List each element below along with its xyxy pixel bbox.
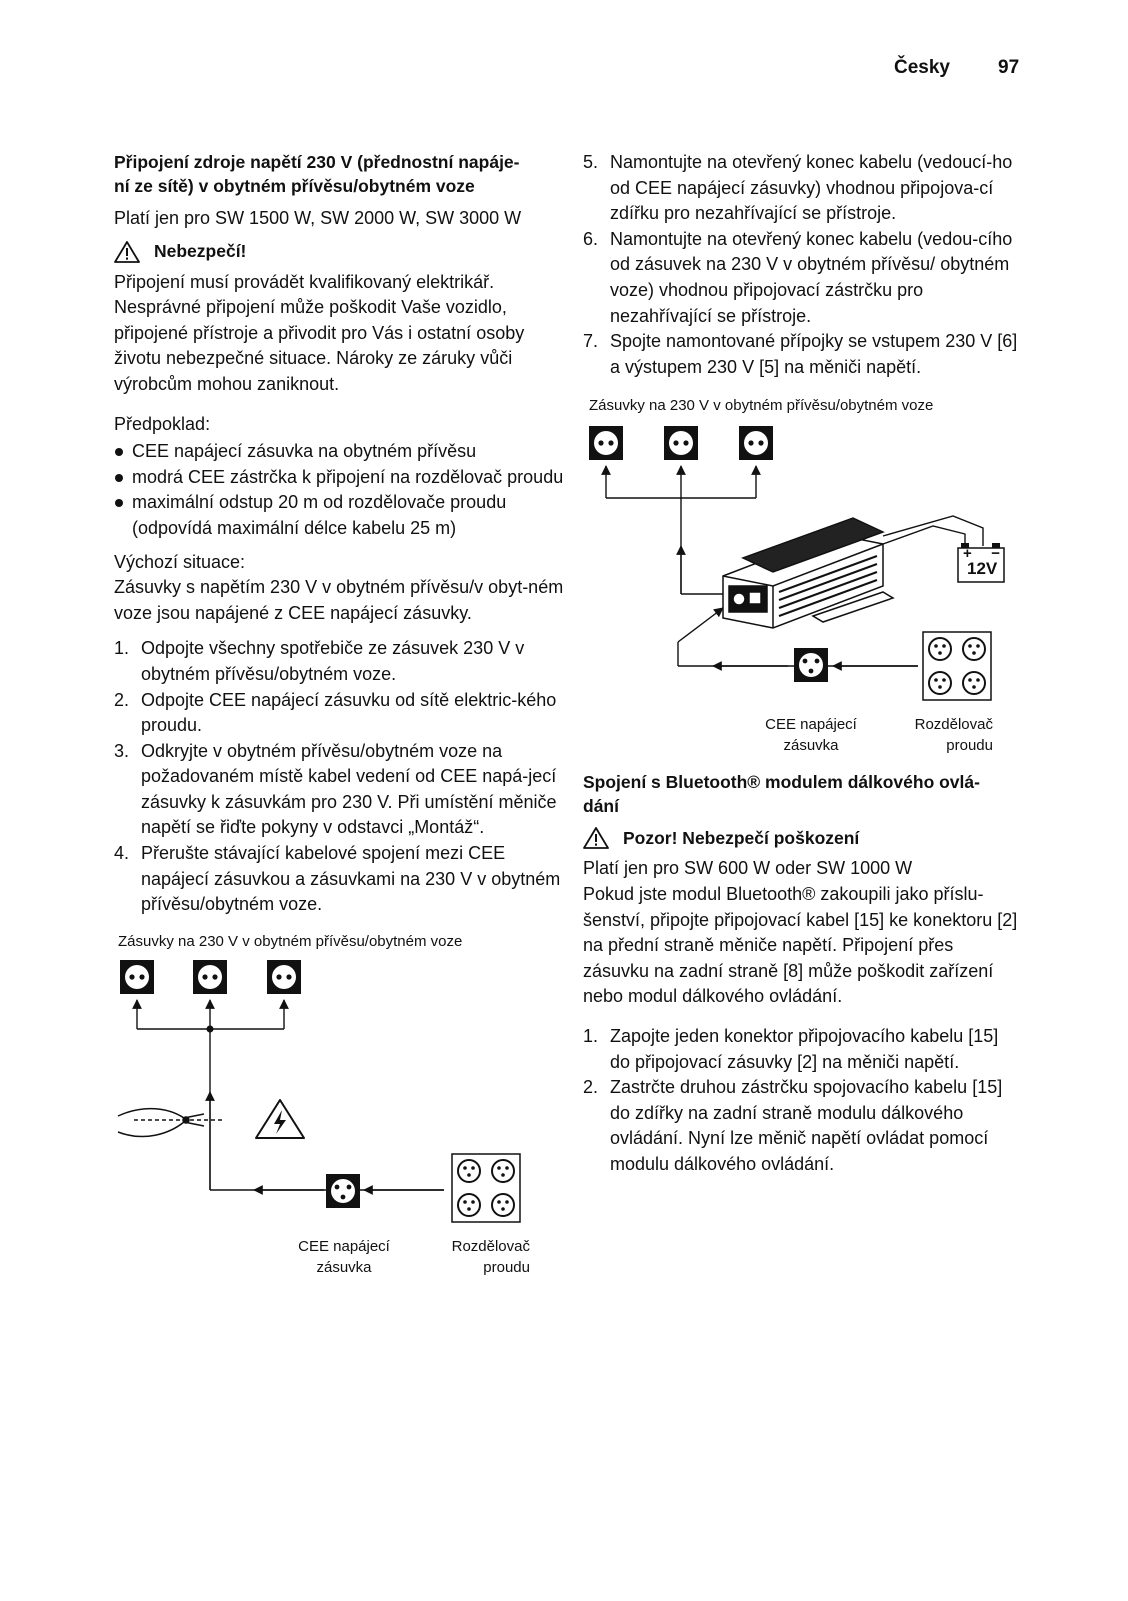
list-item [114, 739, 564, 841]
step-text: Odpojte CEE napájecí zásuvku od sítě elektric-kého proudu. [141, 689, 557, 736]
list-item: maximální odstup 20 m od rozdělovače proudu (odpovídá maximální délce kabelu 25 m) [114, 490, 564, 541]
label-line: zásuvka [316, 1258, 372, 1276]
step-text: Zastrčte druhou zástrčku spojovacího kabelu [15] do zdířky na zadní straně modulu dálkového ovládání. Nyní lze měnič napětí ovládat pomocí modulu dálkového ovládání. [610, 1077, 1003, 1174]
wiring-diagram-svg [114, 952, 544, 1242]
applies-text: Platí jen pro SW 1500 W, SW 2000 W, SW 3000 W [114, 208, 522, 228]
step-text: Namontujte na otevřený konec kabelu (vedou-cího od zásuvek na 230 V v obytném přívěsu/ obytném voze) vhodnou připojovací zástrčku pro nezahřívající se přístroje. [610, 228, 1013, 326]
cee-socket-icon [794, 648, 828, 682]
wiring-diagram-after [583, 416, 1023, 756]
step-number: 1. [114, 638, 130, 659]
initial-text: Zásuvky s napětím 230 V v obytném přívěsu/v obyt-ném voze jsou napájené z CEE napájecí zásuvky. [114, 577, 564, 623]
socket-icon [120, 960, 154, 994]
left-column [114, 150, 564, 1282]
label-line: proudu [483, 1258, 530, 1276]
diagram-caption: Zásuvky na 230 V v obytném přívěsu/obytném voze [589, 397, 934, 415]
step-text: Zapojte jeden konektor připojovacího kabelu [15] do připojovací zásuvky [2] na měniči napětí. [610, 1025, 999, 1072]
cee-socket-icon [326, 1174, 360, 1208]
label-line: proudu [946, 737, 993, 755]
right-column [583, 150, 1023, 1187]
list-item [583, 1024, 1023, 1075]
step-number: 2. [114, 689, 130, 710]
step-text: Odpojte všechny spotřebiče ze zásuvek 230 V v obytném přívěsu/obytném voze. [141, 638, 525, 684]
label-line: CEE napájecí [765, 716, 857, 734]
label-line: Rozdělovač [914, 716, 993, 734]
heading-line: ní ze sítě) v obytném přívěsu/obytném voze [114, 176, 475, 196]
diagram-caption: Zásuvky na 230 V v obytném přívěsu/obytném voze [118, 932, 463, 950]
steps-list [583, 150, 1023, 380]
warning-triangle-icon [583, 827, 609, 849]
list-item [583, 227, 1023, 329]
distributor-icon [923, 632, 991, 700]
distributor-label [430, 1236, 530, 1278]
distributor-icon [452, 1154, 520, 1222]
socket-icon [589, 426, 623, 460]
label-line: CEE napájecí [298, 1237, 390, 1255]
step-number: 1. [583, 1025, 599, 1046]
bt-text: Pokud jste modul Bluetooth® zakoupili jako příslu-šenství, připojte připojovací kabel [15] ke konektoru [2] na přední straně měniče napětí. Připojení přes zásuvku na zadní straně [8] může poškodit zařízení nebo modul dálkového ovládání. [583, 883, 1018, 1007]
step-number: 7. [583, 331, 599, 352]
step-text: Odkryjte v obytném přívěsu/obytném voze na požadovaném místě kabel vedení od CEE napá-jecí zásuvky k zásuvkám pro 230 V. Při umístění měniče napětí se řiďte pokyny v odstavci „Montáž“. [141, 740, 557, 838]
wiring-diagram-svg [583, 416, 1023, 716]
step-text: Spojte namontované přípojky se vstupem 230 V [6] a výstupem 230 V [5] na měniči napětí. [610, 331, 1018, 377]
list-item [583, 1075, 1023, 1177]
prereq-list [114, 439, 564, 541]
heading-line: dání [583, 796, 619, 817]
danger-text: Připojení musí provádět kvalifikovaný elektrikář. Nesprávné připojení může poškodit Vaše vozidlo, připojené přístroje a přivodit pro Vás i ostatní osoby životu nebezpečné situace. Nároky ze záruky vůči výrobcům mohou zaniknout. [114, 271, 525, 394]
battery-minus: − [991, 545, 1000, 563]
list-item [114, 636, 564, 687]
language-label: Česky [894, 57, 950, 78]
section-heading-230v [114, 150, 564, 198]
label-line: zásuvka [783, 737, 839, 755]
danger-title: Nebezpečí! [154, 240, 247, 261]
high-voltage-icon [256, 1100, 304, 1138]
inverter-device-icon [723, 518, 893, 628]
initial-title: Výchozí situace: [114, 551, 246, 572]
battery-plus: + [963, 545, 972, 563]
warning-triangle-icon [114, 241, 140, 263]
page-number: 97 [998, 57, 1020, 78]
cee-socket-label [284, 1236, 404, 1278]
label-line: Rozdělovač [451, 1237, 530, 1255]
steps-list [114, 636, 564, 918]
step-number: 3. [114, 740, 130, 761]
list-item [583, 329, 1023, 380]
bt-steps-list [583, 1024, 1023, 1178]
distributor-label [893, 714, 993, 756]
caution-title: Pozor! Nebezpečí poškození [623, 827, 860, 848]
socket-icon [193, 960, 227, 994]
heading-line: Připojení zdroje napětí 230 V (přednostní napáje- [114, 152, 520, 172]
page-header [880, 57, 1020, 83]
list-item: modrá CEE zástrčka k připojení na rozdělovač proudu [114, 465, 564, 491]
step-number: 2. [583, 1077, 599, 1098]
cee-socket-label [751, 714, 871, 756]
step-number: 6. [583, 228, 599, 249]
danger-warning [114, 240, 564, 264]
list-item: CEE napájecí zásuvka na obytném přívěsu [114, 439, 564, 465]
heading-line: Spojení s Bluetooth® modulem dálkového ovlá- [583, 772, 980, 793]
socket-icon [739, 426, 773, 460]
step-number: 5. [583, 152, 599, 172]
pliers-icon [118, 1108, 224, 1136]
socket-icon [664, 426, 698, 460]
list-item [583, 150, 1023, 227]
list-item [114, 688, 564, 739]
bt-applies-text: Platí jen pro SW 600 W oder SW 1000 W [583, 858, 913, 879]
step-text: Namontujte na otevřený konec kabelu (vedoucí-ho od CEE napájecí zásuvky) vhodnou připojova-cí zdířku pro nezahřívající se přístroje. [610, 152, 1013, 224]
wiring-diagram-before [114, 952, 544, 1282]
socket-icon [267, 960, 301, 994]
prereq-title: Předpoklad: [114, 413, 211, 434]
battery-voltage-label: 12V [967, 559, 998, 579]
step-text: Přerušte stávající kabelové spojení mezi CEE napájecí zásuvkou a zásuvkami na 230 V v obytném přívěsu/obytném voze. [141, 843, 561, 915]
step-number: 4. [114, 843, 130, 864]
section-heading-bluetooth [583, 770, 1023, 818]
caution-warning [583, 826, 1023, 850]
list-item [114, 841, 564, 918]
